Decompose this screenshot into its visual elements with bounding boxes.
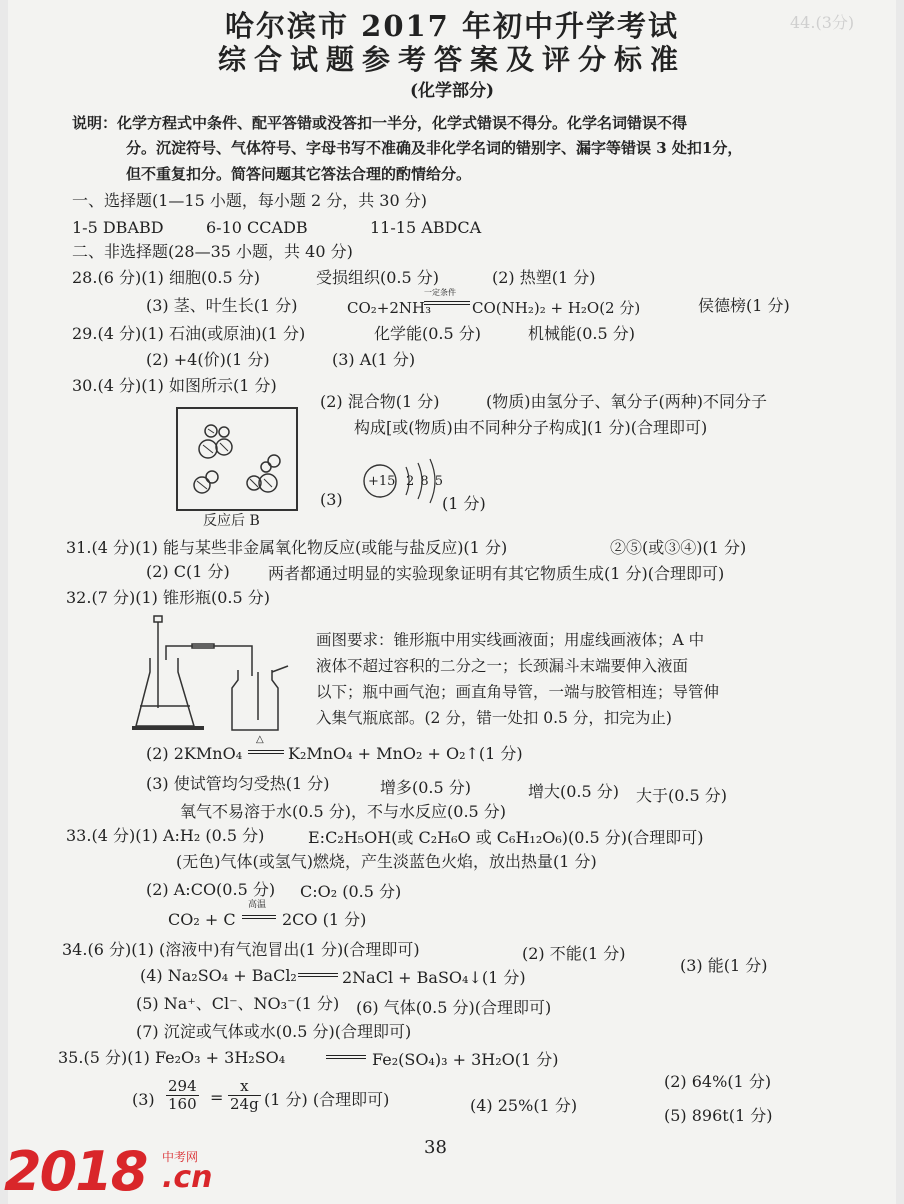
- q30-line1b: (2) 混合物(1 分): [320, 392, 440, 411]
- note-line-1: 说明：化学方程式中条件、配平答错或没答扣一半分，化学式错误不得分。化学名词错误不得: [72, 114, 688, 132]
- q32-line3d: 大于(0.5 分): [636, 786, 728, 805]
- q32-line3c: 增大(0.5 分): [528, 782, 620, 801]
- watermark-site-name: 中考网: [162, 1150, 199, 1164]
- molecule-hydrogen-2: [219, 427, 229, 437]
- page-title: 哈尔滨市 2017 年初中升学考试: [225, 9, 679, 43]
- q33-condition: 高温: [248, 900, 267, 910]
- section2-heading: 二、非选择题(28—35 小题，共 40 分): [72, 242, 353, 261]
- q33-equals-top: [242, 915, 276, 916]
- q28-line1c: (2) 热塑(1 分): [492, 268, 596, 287]
- q34-line1a: 34.(6 分)(1) (溶液中)有气泡冒出(1 分)(合理即可): [62, 940, 420, 959]
- q30-line3a: (3): [320, 490, 343, 509]
- q28-condition: 一定条件: [424, 288, 456, 297]
- collection-bottle: [232, 670, 278, 730]
- answers-1-5: 1-5 DBABD: [72, 218, 164, 237]
- q32-line4: 氧气不易溶于水(0.5 分)，不与水反应(0.5 分): [180, 802, 507, 821]
- q32-equation-left: (2) 2KMnO₄: [146, 744, 243, 763]
- molecule-water-2: [206, 471, 218, 483]
- q35-line3c: (4) 25%(1 分): [470, 1096, 578, 1115]
- q32-equals-bottom: [248, 753, 284, 754]
- stopper-cover: [272, 666, 288, 672]
- q30-line3b: (1 分): [442, 494, 486, 513]
- q32-desc-1: 画图要求：锥形瓶中用实线画液面；用虚线画液体；A 中: [316, 631, 705, 649]
- delivery-tube: [166, 646, 252, 676]
- q35-line3b: (1 分) (合理即可): [264, 1090, 390, 1109]
- q35-equals-top: [326, 1055, 366, 1056]
- q32-equation-right: K₂MnO₄ + MnO₂ + O₂↑(1 分): [288, 744, 523, 763]
- q28-equation-right: CO(NH₂)₂ + H₂O(2 分): [472, 299, 641, 317]
- fraction-1-denominator: 160: [168, 1095, 197, 1113]
- q29-line2b: (3) A(1 分): [332, 350, 416, 369]
- reaction-diagram-box: [176, 407, 298, 511]
- q35-line2: (2) 64%(1 分): [664, 1072, 772, 1091]
- q34-equals-bottom: [298, 976, 338, 977]
- q33-equals-bottom: [242, 918, 276, 919]
- bleed-through: 44.(3分): [790, 13, 855, 32]
- q33-equation-right: 2CO (1 分): [282, 910, 367, 929]
- answers-6-10: 6-10 CCADB: [206, 218, 308, 237]
- flask-body: [136, 658, 194, 726]
- q28-equals-top: [424, 301, 470, 302]
- q35-fraction-2: [228, 1078, 261, 1113]
- q34-equals-top: [298, 973, 338, 974]
- q30-line1c: (物质)由氢分子、氧分子(两种)不同分子: [486, 392, 767, 411]
- q31-line1a: 31.(4 分)(1) 能与某些非金属氧化物反应(或能与盐反应)(1 分): [66, 538, 508, 557]
- fraction-equals: =: [210, 1088, 224, 1107]
- q33-line3b: C:O₂ (0.5 分): [300, 882, 402, 901]
- q29-line1c: 机械能(0.5 分): [528, 324, 636, 343]
- q28-equals-bottom: [424, 304, 470, 305]
- q30-line2: 构成[或(物质)由不同种分子构成](1 分)(合理即可): [354, 418, 708, 437]
- q32-condition: △: [256, 734, 264, 745]
- q33-line3a: (2) A:CO(0.5 分): [146, 880, 276, 899]
- q34-line1b: (2) 不能(1 分): [522, 944, 626, 963]
- q28-line2a: (3) 茎、叶生长(1 分): [146, 296, 298, 315]
- q28-line1b: 受损组织(0.5 分): [316, 268, 440, 287]
- q32-line1: 32.(7 分)(1) 锥形瓶(0.5 分): [66, 588, 270, 607]
- atom-nucleus-label: +15: [368, 474, 396, 489]
- q28-equation-left: CO₂+2NH₃: [347, 299, 432, 317]
- note-line-2: 分。沉淀符号、气体符号、字母书写不准确及非化学名词的错别字、漏字等错误 3 处扣1分，: [126, 139, 743, 157]
- q33-line2: (无色)气体(或氢气)燃烧，产生淡蓝色火焰，放出热量(1 分): [176, 852, 597, 871]
- q34-equation-left: (4) Na₂SO₄ + BaCl₂: [140, 966, 297, 985]
- watermark-domain-suffix: .cn: [162, 1160, 213, 1195]
- q28-line1a: 28.(6 分)(1) 细胞(0.5 分): [72, 268, 260, 287]
- section1-heading: 一、选择题(1—15 小题，每小题 2 分，共 30 分): [72, 191, 427, 210]
- q28-line2d: 侯德榜(1 分): [698, 296, 790, 315]
- fraction-1-numerator: 294: [168, 1077, 197, 1095]
- q35-fraction-1: [166, 1078, 199, 1113]
- watermark-logo: 2018: [4, 1140, 147, 1203]
- molecule-hydrogen-4: [261, 462, 271, 472]
- q32-desc-2: 液体不超过容积的二分之一；长颈漏斗末端要伸入液面: [316, 657, 689, 675]
- page-number: 38: [424, 1137, 447, 1158]
- note-line-3: 但不重复扣分。简答问题其它答法合理的酌情给分。: [126, 165, 472, 183]
- q31-line2a: (2) C(1 分): [146, 562, 230, 581]
- atom-electron-counts: 2 8 5: [406, 474, 445, 489]
- q33-line1b: E:C₂H₅OH(或 C₂H₆O 或 C₆H₁₂O₆)(0.5 分)(合理即可): [308, 828, 704, 847]
- molecule-drawing: [178, 409, 296, 509]
- flask-base: [132, 726, 204, 730]
- q29-line2a: (2) +4(价)(1 分): [146, 350, 270, 369]
- page-subtitle: 综合试题参考答案及评分标准: [217, 43, 686, 76]
- answers-11-15: 11-15 ABDCA: [370, 218, 482, 237]
- q32-desc-4: 入集气瓶底部。(2 分，错一处扣 0.5 分，扣完为止): [316, 709, 672, 727]
- fraction-2-numerator: x: [228, 1078, 261, 1096]
- section-label: (化学部分): [409, 81, 495, 101]
- q35-line3a: (3): [132, 1090, 155, 1109]
- q35-equation-left: 35.(5 分)(1) Fe₂O₃ + 3H₂SO₄: [58, 1048, 286, 1067]
- q34-line4: (7) 沉淀或气体或水(0.5 分)(合理即可): [136, 1022, 412, 1041]
- q34-line1c: (3) 能(1 分): [680, 956, 768, 975]
- q35-equals-bottom: [326, 1058, 366, 1059]
- q33-line1a: 33.(4 分)(1) A:H₂ (0.5 分): [66, 826, 265, 845]
- funnel-top: [154, 616, 162, 622]
- q31-line2b: 两者都通过明显的实验现象证明有其它物质生成(1 分)(合理即可): [268, 564, 725, 583]
- q32-desc-3: 以下；瓶中画气泡；画直角导管，一端与胶管相连；导管伸: [316, 683, 720, 701]
- q33-equation-left: CO₂ + C: [168, 910, 236, 929]
- q32-line3b: 增多(0.5 分): [380, 778, 472, 797]
- q31-line1b: ②⑤(或③④)(1 分): [610, 538, 747, 557]
- q34-line3a: (5) Na⁺、Cl⁻、NO₃⁻(1 分): [136, 994, 340, 1013]
- q32-line3a: (3) 使试管均匀受热(1 分): [146, 774, 330, 793]
- q35-line4: (5) 896t(1 分): [664, 1106, 773, 1125]
- q29-line1b: 化学能(0.5 分): [374, 324, 482, 343]
- q32-equals-top: [248, 750, 284, 751]
- q34-line3b: (6) 气体(0.5 分)(合理即可): [356, 998, 552, 1017]
- fraction-2-denominator: 24g: [230, 1095, 259, 1113]
- q30-line1a: 30.(4 分)(1) 如图所示(1 分): [72, 376, 277, 395]
- q35-equation-right: Fe₂(SO₄)₃ + 3H₂O(1 分): [372, 1050, 559, 1069]
- q29-line1a: 29.(4 分)(1) 石油(或原油)(1 分): [72, 324, 306, 343]
- q34-equation-right: 2NaCl + BaSO₄↓(1 分): [342, 968, 526, 987]
- flask-apparatus-drawing: [132, 610, 302, 742]
- diagram-caption: 反应后 B: [203, 513, 260, 529]
- molecule-hydrogen-3: [268, 455, 280, 467]
